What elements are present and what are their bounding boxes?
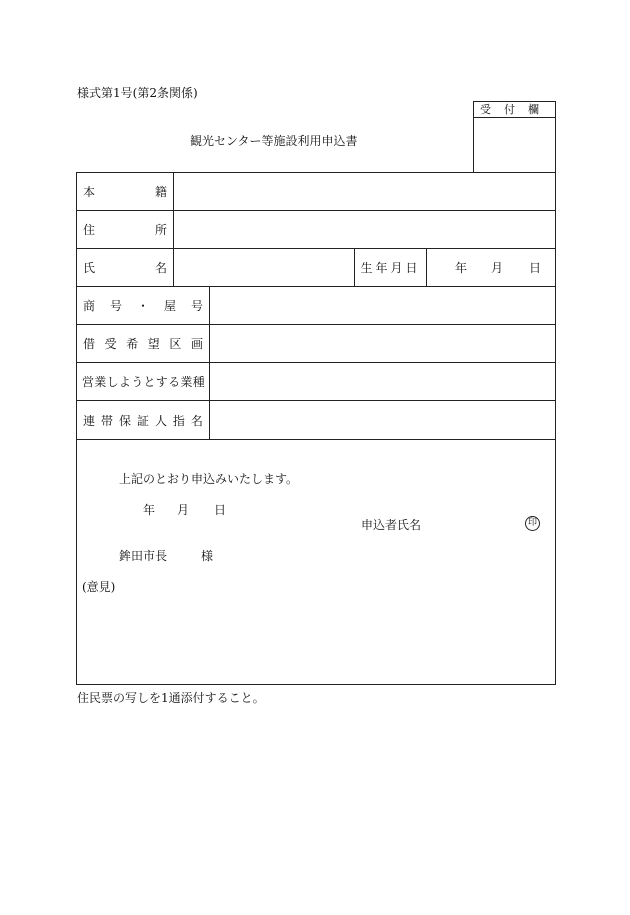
label-gyoshu: 営業しようとする業種 <box>77 363 210 400</box>
row-kukaku <box>77 325 555 363</box>
form-number: 様式第1号(第2条関係) <box>77 86 198 100</box>
field-birthdate[interactable] <box>427 249 555 286</box>
label-char: 希 <box>126 337 139 351</box>
date-month: 月 <box>177 503 190 517</box>
addressee: 鉾田市長 <box>119 549 168 563</box>
declaration-statement: 上記のとおり申込みいたします。 <box>119 472 299 486</box>
label-shogo <box>77 287 210 324</box>
label-char: 人 <box>154 413 167 428</box>
label-char: 借 <box>83 337 96 351</box>
label-hoshonin <box>77 401 210 439</box>
label-char: 号 <box>190 299 203 313</box>
label-char: 望 <box>147 337 160 351</box>
label-char: 連 <box>83 413 96 428</box>
row-gyoshu <box>77 363 555 401</box>
application-table <box>76 172 556 440</box>
birth-month: 月 <box>491 261 504 275</box>
date-year: 年 <box>143 503 156 517</box>
row-jusho <box>77 211 555 249</box>
label-char: 屋 <box>163 299 176 313</box>
label-char: 号 <box>109 299 122 313</box>
footnote: 住民票の写しを1通添付すること。 <box>77 691 265 705</box>
row-honseki <box>77 173 555 211</box>
label-char: 商 <box>83 299 96 313</box>
label-char: 所 <box>154 223 167 237</box>
label-char: ・ <box>136 299 149 313</box>
field-honseki[interactable] <box>174 173 555 210</box>
label-char: 本 <box>83 185 96 199</box>
label-shimei <box>77 249 174 286</box>
label-char: 区 <box>169 337 182 351</box>
label-char: 名 <box>154 261 167 275</box>
row-shogo <box>77 287 555 325</box>
seal-mark-icon: 印 <box>525 516 540 531</box>
label-char: 証 <box>136 413 149 428</box>
label-birthdate: 生年月日 <box>354 249 427 286</box>
label-jusho <box>77 211 174 248</box>
date-day: 日 <box>214 503 227 517</box>
field-shogo[interactable] <box>210 287 555 324</box>
birth-day: 日 <box>529 261 542 275</box>
label-char: 受 <box>104 337 117 351</box>
opinion-label: (意見) <box>82 580 116 594</box>
field-jusho[interactable] <box>174 211 555 248</box>
label-char: 画 <box>190 337 203 351</box>
honorific: 様 <box>201 549 214 563</box>
field-gyoshu[interactable] <box>210 363 555 400</box>
reception-box <box>473 101 556 173</box>
reception-label: 受付欄 <box>474 102 555 118</box>
applicant-name-label: 申込者氏名 <box>361 518 422 532</box>
document-title: 観光センター等施設利用申込書 <box>190 134 358 148</box>
field-shimei[interactable] <box>174 249 352 286</box>
label-char: 保 <box>118 413 131 428</box>
label-char: 住 <box>83 223 96 237</box>
row-shimei <box>77 249 555 287</box>
label-char: 籍 <box>154 185 167 199</box>
field-hoshonin[interactable] <box>210 401 555 439</box>
label-honseki <box>77 173 174 210</box>
label-char: 氏 <box>83 261 96 275</box>
label-char: 指 <box>172 413 185 428</box>
birth-year: 年 <box>455 261 468 275</box>
label-char: 名 <box>190 413 203 428</box>
row-hoshonin <box>77 401 555 439</box>
label-kukaku <box>77 325 210 362</box>
label-char: 帯 <box>100 413 113 428</box>
field-kukaku[interactable] <box>210 325 555 362</box>
